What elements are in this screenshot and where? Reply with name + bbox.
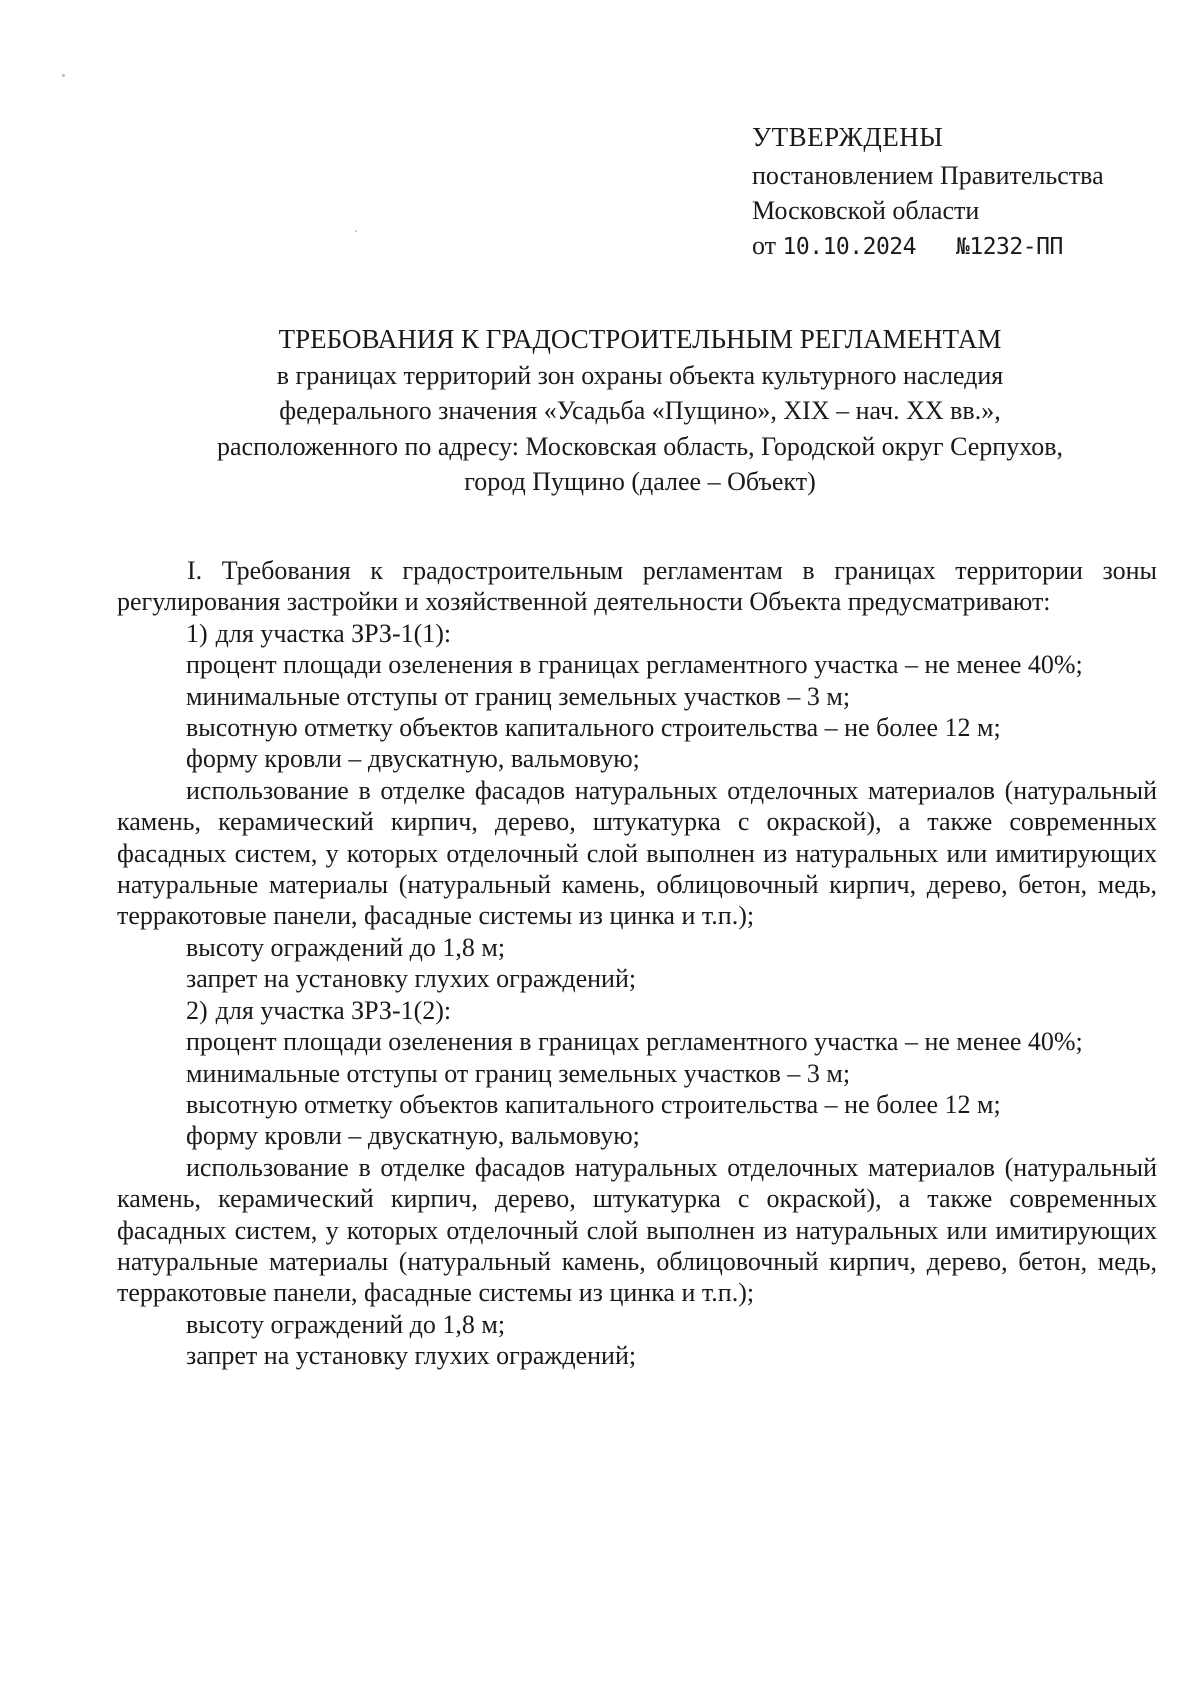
document-body xyxy=(117,555,1157,1372)
requirement-setbacks: минимальные отступы от границ земельных участков – 3 м; xyxy=(186,681,851,711)
approval-date: 10.10.2024 xyxy=(782,234,917,260)
document-title: ТРЕБОВАНИЯ К ГРАДОСТРОИТЕЛЬНЫМ РЕГЛАМЕНТАМ xyxy=(278,324,1002,354)
section-heading xyxy=(117,618,1157,649)
approval-title: УТВЕРЖДЕНЫ xyxy=(752,122,944,152)
requirement-fence-height: высоту ограждений до 1,8 м; xyxy=(186,932,506,962)
requirement-fence-height: высоту ограждений до 1,8 м; xyxy=(186,1309,506,1339)
section-heading xyxy=(117,995,1157,1026)
heading-line: в границах территорий зон охраны объекта культурного наследия xyxy=(276,360,1004,390)
document-heading xyxy=(150,322,1130,500)
requirement-height: высотную отметку объектов капитального строительства – не более 12 м; xyxy=(186,713,1001,743)
approval-line: постановлением Правительства xyxy=(752,161,1104,190)
section-title: для участка ЗРЗ-1(2): xyxy=(215,995,452,1025)
requirement-roof: форму кровли – двускатную, вальмовую; xyxy=(186,1121,640,1151)
requirement-green-area: процент площади озеленения в границах регламентного участка – не менее 40%; xyxy=(186,1027,1083,1057)
approval-number: №1232-ПП xyxy=(956,234,1063,260)
requirement-facade: использование в отделке фасадов натуральных отделочных материалов (натуральный камень, керамический кирпич, дерево, штукатурка с окраской), а также современных фасадных систем, у которых отделочный слой выполнен из натуральных или имитирующих натуральные материалы (натуральный камень, облицовочный кирпич, дерево, бетон, медь, терракотовые панели, фасадные системы из цинка и т.п.); xyxy=(117,1152,1157,1308)
requirement-green-area: процент площади озеленения в границах регламентного участка – не менее 40%; xyxy=(186,650,1083,680)
section-number: 1) xyxy=(186,618,208,648)
section-number: 2) xyxy=(186,995,208,1025)
heading-line: федерального значения «Усадьба «Пущино», XIX – нач. XX вв.», xyxy=(279,396,1001,425)
heading-line: расположенного по адресу: Московская область, Городской округ Серпухов, xyxy=(216,431,1063,461)
approval-block xyxy=(752,120,1172,265)
requirement-height: высотную отметку объектов капитального строительства – не более 12 м; xyxy=(186,1089,1001,1119)
requirement-fence-ban: запрет на установку глухих ограждений; xyxy=(186,964,637,994)
heading-line: город Пущино (далее – Объект) xyxy=(464,467,816,496)
requirement-facade: использование в отделке фасадов натуральных отделочных материалов (натуральный камень, керамический кирпич, дерево, штукатурка с окраской), а также современных фасадных систем, у которых отделочный слой выполнен из натуральных или имитирующих натуральные материалы (натуральный камень, облицовочный кирпич, дерево, бетон, медь, терракотовые панели, фасадные системы из цинка и т.п.); xyxy=(117,775,1157,931)
requirement-fence-ban: запрет на установку глухих ограждений; xyxy=(186,1341,637,1371)
requirement-setbacks: минимальные отступы от границ земельных участков – 3 м; xyxy=(186,1058,851,1088)
approval-date-line xyxy=(752,228,1172,265)
approval-line: Московской области xyxy=(752,196,980,225)
section-title: для участка ЗРЗ-1(1): xyxy=(215,618,452,648)
scan-speck xyxy=(62,74,65,77)
intro-paragraph: I. Требования к градостроительным регламентам в границах территории зоны регулирования застройки и хозяйственной деятельности Объекта предусматривают: xyxy=(117,556,1157,617)
date-prefix: от xyxy=(752,231,777,260)
requirement-roof: форму кровли – двускатную, вальмовую; xyxy=(186,744,640,774)
scan-speck xyxy=(355,230,357,232)
